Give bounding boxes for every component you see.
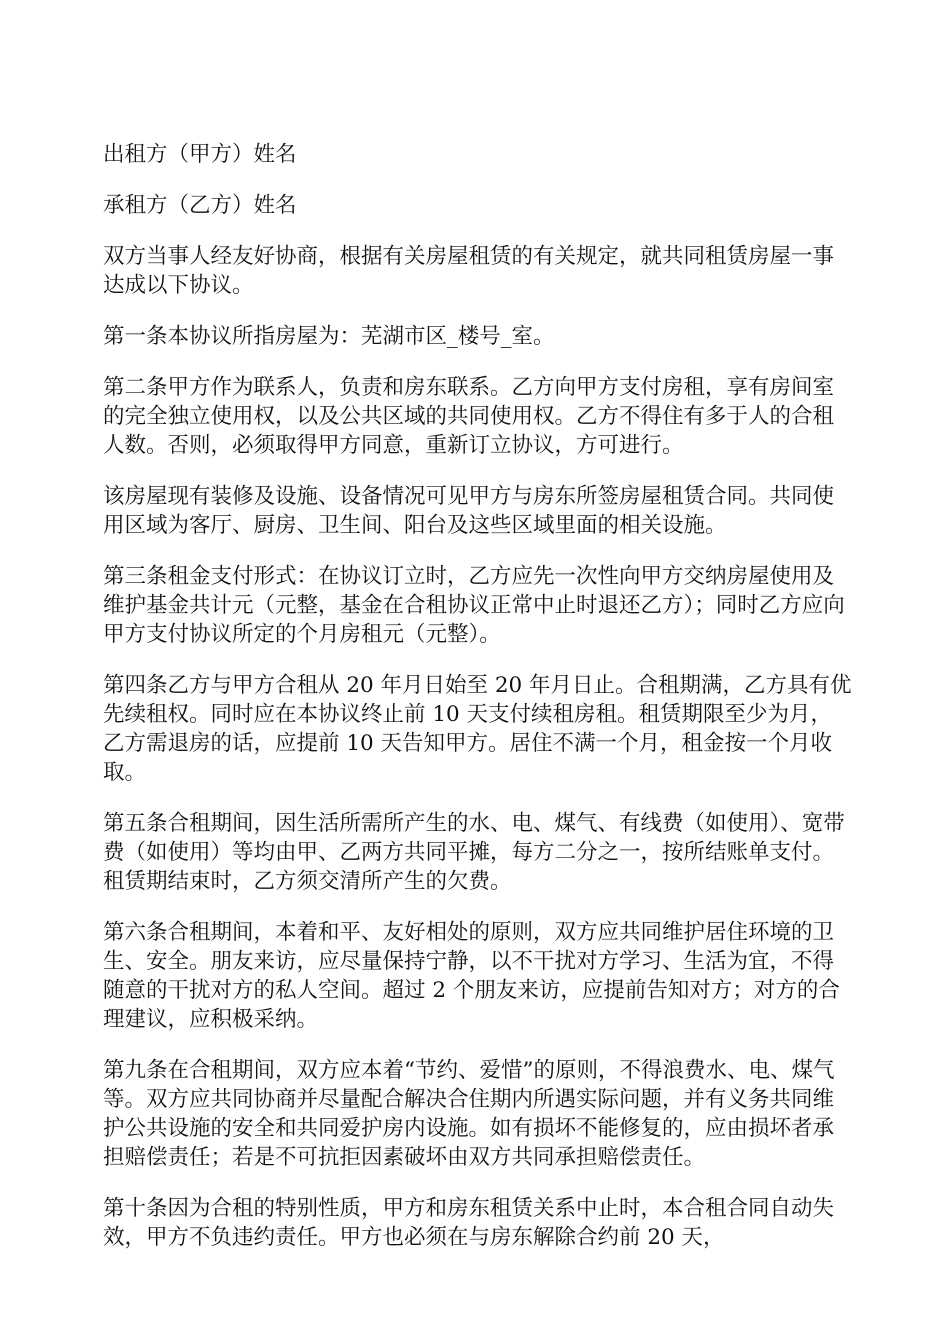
article-1-paragraph: 第一条本协议所指房屋为：芜湖市区_楼号_室。 — [103, 324, 555, 349]
document-body — [103, 140, 853, 1274]
article-5-paragraph: 第五条合租期间，因生活所需所产生的水、电、煤气、有线费（如使用）、宽带费（如使用）等均由甲、乙两方共同平摊，每方二分之一，按所结账单支付。租赁期结束时，乙方须交清所产生的欠费。 — [103, 811, 845, 894]
facilities-paragraph: 该房屋现有装修及设施、设备情况可见甲方与房东所签房屋租赁合同。共同使用区域为客厅、厨房、卫生间、阳台及这些区域里面的相关设施。 — [103, 484, 835, 538]
article-3-paragraph: 第三条租金支付形式：在协议订立时，乙方应先一次性向甲方交纳房屋使用及维护基金共计元（元整，基金在合租协议正常中止时退还乙方）；同时乙方应向甲方支付协议所定的个月房租元（元整）。 — [103, 564, 845, 647]
article-2-paragraph: 第二条甲方作为联系人，负责和房东联系。乙方向甲方支付房租，享有房间室的完全独立使用权，以及公共区域的共同使用权。乙方不得住有多于人的合租人数。否则，必须取得甲方同意，重新订立协议，方可进行。 — [103, 375, 835, 458]
preamble-paragraph: 双方当事人经友好协商，根据有关房屋租赁的有关规定，就共同租赁房屋一事达成以下协议。 — [103, 244, 835, 298]
article-4-paragraph: 第四条乙方与甲方合租从 20 年月日始至 20 年月日止。合租期满，乙方具有优先续租权。同时应在本协议终止前 10 天支付续租房租。租赁期限至少为月，乙方需退房的话，应提前 10 天告知甲方。居住不满一个月，租金按一个月收取。 — [103, 673, 852, 785]
article-9-paragraph: 第九条在合租期间，双方应本着“节约、爱惜”的原则，不得浪费水、电、煤气等。双方应共同协商并尽量配合解决合住期内所遇实际问题，并有义务共同维护公共设施的安全和共同爱护房内设施。如有损坏不能修复的，应由损坏者承担赔偿责任；若是不可抗拒因素破坏由双方共同承担赔偿责任。 — [103, 1058, 835, 1170]
lessee-name-line: 承租方（乙方）姓名 — [103, 193, 297, 218]
lessor-name-line: 出租方（甲方）姓名 — [103, 142, 297, 167]
article-10-paragraph: 第十条因为合租的特别性质，甲方和房东租赁关系中止时，本合租合同自动失效，甲方不负违约责任。甲方也必须在与房东解除合约前 20 天， — [103, 1196, 835, 1250]
article-6-paragraph: 第六条合租期间，本着和平、友好相处的原则，双方应共同维护居住环境的卫生、安全。朋友来访，应尽量保持宁静，以不干扰对方学习、生活为宜，不得随意的干扰对方的私人空间。超过 2 个朋友来访，应提前告知对方；对方的合理建议，应积极采纳。 — [103, 920, 840, 1032]
